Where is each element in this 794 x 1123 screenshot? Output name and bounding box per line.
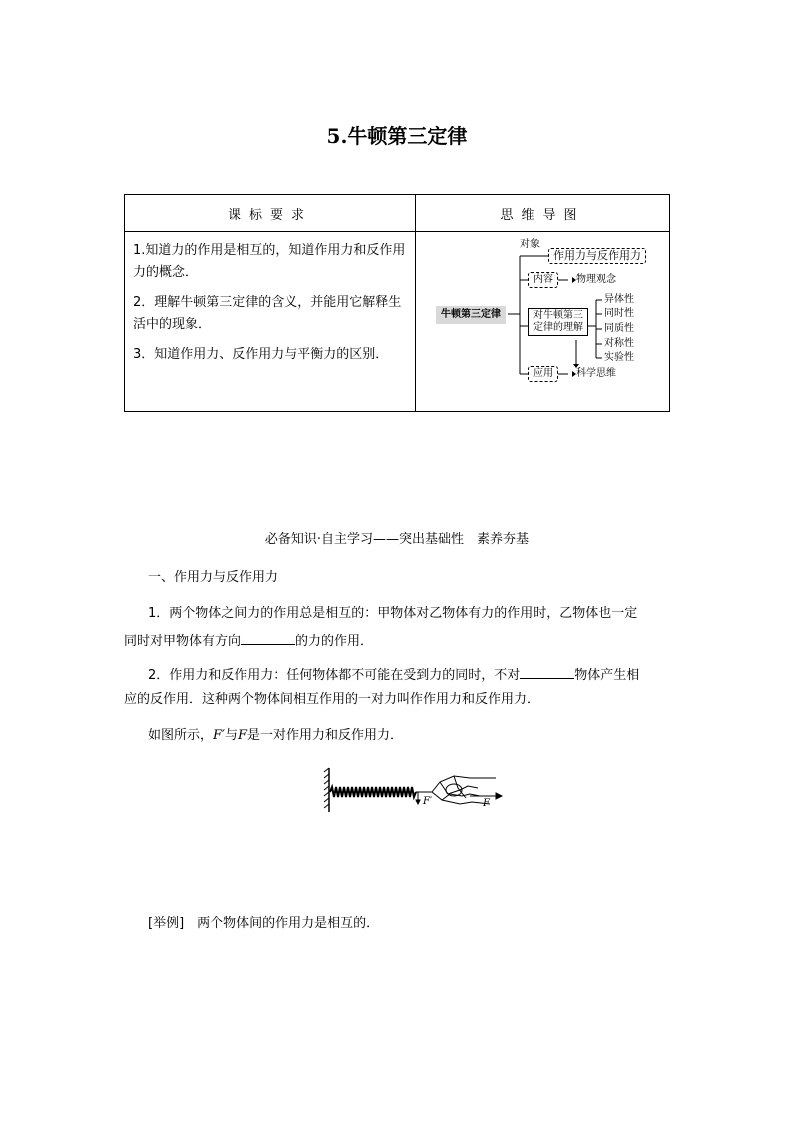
paragraph-1-text-b: 的力的作用．	[295, 634, 374, 649]
requirement-item: 1.知道力的作用是相互的，知道作用力和反作用力的概念．	[133, 243, 406, 280]
paragraph-2-text-a: 2．作用力和反作用力：任何物体都不可能在受到力的同时，不对	[148, 668, 521, 683]
mind-map-property: 同质性	[604, 323, 634, 334]
curriculum-table	[124, 194, 670, 412]
sub-heading: 一、作用力与反作用力	[148, 570, 279, 585]
fill-blank-1[interactable]	[241, 630, 295, 645]
header-curriculum-requirements: 课标要求	[125, 195, 416, 232]
mind-map-content-value: 物理观念	[576, 274, 616, 285]
mind-map-object-value: 作用力与反作用力	[548, 248, 646, 264]
paragraph-3-text-b: 与	[225, 728, 239, 743]
mind-map-property: 对称性	[604, 338, 634, 349]
mind-map-object-label: 对象	[520, 239, 540, 250]
mind-map-content-label: 内容	[528, 272, 558, 288]
mind-map-application-value: 科学思维	[576, 368, 616, 379]
paragraph-2-line-2: 应的反作用．这种两个物体间相互作用的一对力叫作作用力和反作用力．	[124, 692, 541, 707]
paragraph-1-line-1: 1．两个物体之间力的作用总是相互的：甲物体对乙物体有力的作用时，乙物体也一定	[148, 606, 638, 621]
force-variable-f-prime: F′	[213, 728, 225, 743]
example-line: [举例] 两个物体间的作用力是相互的．	[148, 916, 380, 931]
paragraph-2-text-b: 物体产生相	[574, 668, 640, 683]
mind-map	[416, 232, 670, 412]
requirements-cell	[125, 232, 416, 412]
requirement-item: 2．理解牛顿第三定律的含义，并能用它解释生活中的现象．	[133, 295, 402, 332]
paragraph-3-text-c: 是一对作用力和反作用力．	[247, 728, 404, 743]
header-mind-map: 思维导图	[416, 195, 670, 232]
figure-label-f: F	[483, 798, 490, 809]
mind-map-root: 牛顿第三定律	[436, 306, 506, 324]
fill-blank-2[interactable]	[520, 664, 574, 679]
section-heading: 必备知识·自主学习——突出基础性 素养夯基	[264, 532, 530, 547]
mind-map-property: 异体性	[604, 294, 634, 305]
mind-map-application-label: 应用	[528, 366, 558, 382]
paragraph-3-text-a: 如图所示，	[148, 728, 214, 743]
mind-map-property: 实验性	[604, 352, 634, 363]
figure-label-f-prime: F′	[423, 796, 433, 807]
page-title: 5.牛顿第三定律	[326, 124, 468, 148]
force-variable-f: F	[238, 728, 248, 743]
mind-map-understanding	[528, 308, 588, 336]
paragraph-1-line-2	[124, 630, 373, 652]
requirement-item: 3．知道作用力、反作用力与平衡力的区别．	[133, 347, 389, 362]
mind-map-understanding-line2: 定律的理解	[533, 322, 583, 333]
paragraph-2-line-1	[148, 664, 639, 686]
mind-map-property: 同时性	[604, 308, 634, 319]
paragraph-3	[148, 726, 403, 746]
spring-hand-figure	[320, 764, 510, 816]
mind-map-understanding-line1: 对牛顿第三	[533, 310, 583, 321]
paragraph-1-text-a: 同时对甲物体有方向	[124, 634, 242, 649]
